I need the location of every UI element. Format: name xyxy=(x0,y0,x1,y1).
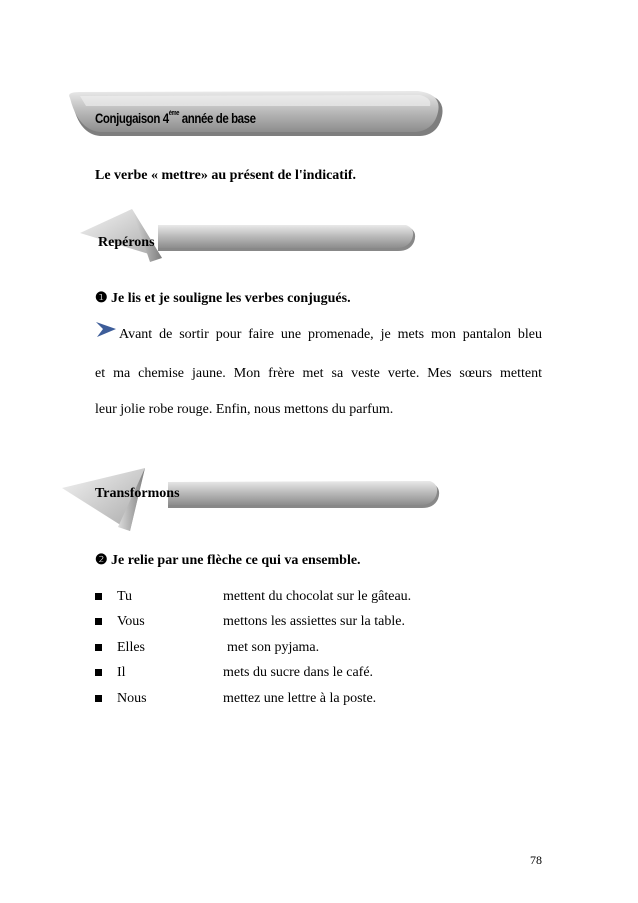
instruction-2: ❷ Je relie par une flèche ce qui va ensemble. xyxy=(95,553,361,568)
match-subject: Nous xyxy=(117,691,147,706)
paragraph-line-2: et ma chemise jaune. Mon frère met sa veste verte. Mes sœurs mettent xyxy=(95,366,542,381)
instruction-1: ❶ Je lis et je souligne les verbes conjugués. xyxy=(95,291,351,306)
square-bullet-icon xyxy=(95,695,102,702)
match-subject: Vous xyxy=(117,614,145,629)
match-subject: Elles xyxy=(117,640,145,655)
arrowhead-icon xyxy=(96,322,116,337)
square-bullet-icon xyxy=(95,669,102,676)
section-title-reperons: Repérons xyxy=(98,235,155,250)
match-predicate: mettent du chocolat sur le gâteau. xyxy=(223,589,412,604)
match-subject: Tu xyxy=(117,589,133,604)
match-predicate: met son pyjama. xyxy=(227,640,320,655)
paragraph-line-1: Avant de sortir pour faire une promenade, je mets mon pantalon bleu xyxy=(119,327,542,342)
match-predicate: mettons les assiettes sur la table. xyxy=(223,614,405,629)
section-title-transformons: Transformons xyxy=(95,486,180,501)
page-number: 78 xyxy=(530,853,542,867)
lesson-subtitle: Le verbe « mettre» au présent de l'indicatif. xyxy=(95,168,357,183)
square-bullet-icon xyxy=(95,618,102,625)
header-title: Conjugaison 4ème année de base xyxy=(95,110,256,126)
match-subject: Il xyxy=(117,665,126,680)
match-predicate: mettez une lettre à la poste. xyxy=(223,691,377,706)
paragraph-line-3: leur jolie robe rouge. Enfin, nous mettons du parfum. xyxy=(95,402,394,417)
square-bullet-icon xyxy=(95,644,102,651)
match-predicate: mets du sucre dans le café. xyxy=(223,665,374,680)
square-bullet-icon xyxy=(95,593,102,600)
